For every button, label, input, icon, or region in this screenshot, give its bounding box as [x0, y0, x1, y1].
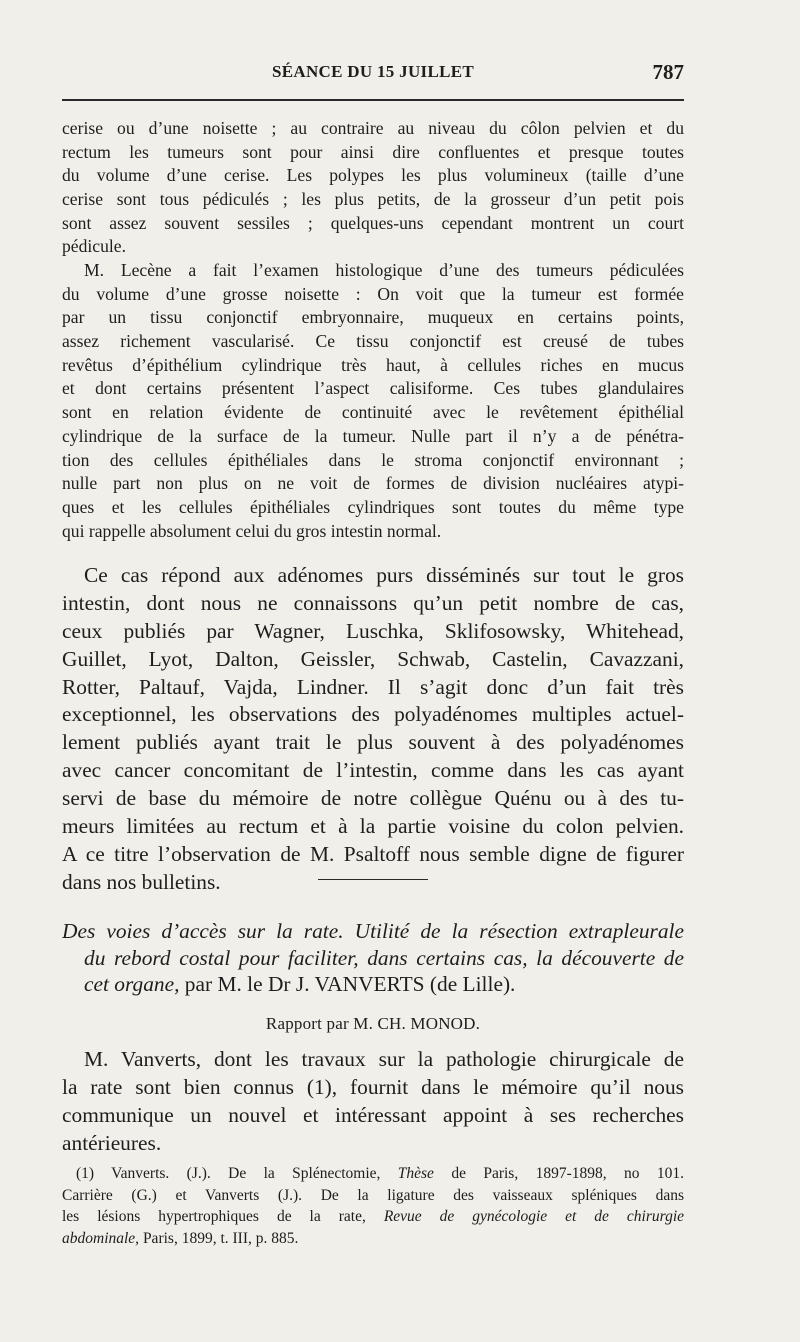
section-separator	[318, 879, 428, 880]
paragraph-1	[62, 117, 684, 259]
text-line: A ce titre l’observation de M. Psaltoff nous semble digne de figurer	[62, 841, 684, 866]
text-line: ceux publiés par Wagner, Luschka, Sklifosowsky, Whitehead,	[62, 618, 684, 643]
text-line: servi de base du mémoire de notre collègue Quénu ou à des tu-	[62, 786, 684, 811]
text-line: antérieures.	[62, 1130, 162, 1155]
title-line: Des voies d’accès sur la rate. Utilité de la résection extrapleurale	[62, 919, 684, 943]
title-author: par M. le Dr J. VANVERTS (de Lille).	[179, 972, 516, 996]
title-line: du rebord costal pour faciliter, dans certains cas, la découverte de	[84, 945, 684, 970]
footnote-italic: abdominale,	[62, 1229, 140, 1247]
text-line: du volume d’une cerise. Les polypes les plus volumineux (taille d’une	[62, 165, 684, 186]
paragraph-4	[62, 1046, 684, 1158]
text-line: meurs limitées au rectum et à la partie voisine du colon pelvien.	[62, 814, 684, 839]
text-line: Guillet, Lyot, Dalton, Geissler, Schwab, Castelin, Cavazzani,	[62, 646, 684, 671]
footnote-line	[62, 1163, 684, 1185]
text-line: M. Lecène a fait l’examen histologique d’une des tumeurs pédiculées	[84, 260, 684, 280]
text-line: cerise sont tous pédiculés ; les plus petits, de la grosseur d’un petit pois	[62, 189, 684, 210]
text-line: avec cancer concomitant de l’intestin, comme dans les cas ayant	[62, 758, 684, 783]
text-line: qui rappelle absolument celui du gros intestin normal.	[62, 520, 442, 541]
rapporteur-line: Rapport par M. CH. MONOD.	[265, 1014, 481, 1033]
page-number: 787	[652, 60, 684, 84]
text-line: sont en relation évidente de continuité avec le revêtement épithélial	[62, 402, 684, 423]
text-line: cylindrique de la surface de la tumeur. Nulle part il n’y a de pénétra-	[62, 425, 684, 446]
text-line: pédicule.	[62, 236, 126, 257]
text-line: M. Vanverts, dont les travaux sur la pathologie chirurgicale de	[84, 1047, 684, 1071]
text-line: Ce cas répond aux adénomes purs disséminés sur tout le gros	[84, 563, 684, 587]
text-line: intestin, dont nous ne connaissons qu’un petit nombre de cas,	[62, 590, 684, 615]
footnote-text: Paris, 1899, t. III, p. 885.	[139, 1229, 299, 1247]
footnote-italic: Revue de gynécologie et de chirurgie	[383, 1208, 684, 1225]
footnote-text: (1) Vanverts. (J.). De la Splénectomie,	[76, 1165, 398, 1182]
text-line: dans nos bulletins.	[62, 869, 221, 894]
text-line: assez richement vascularisé. Ce tissu conjonctif est creusé de tubes	[62, 331, 684, 352]
text-line: Rotter, Paltauf, Vajda, Lindner. Il s’agit donc d’un fait très	[62, 674, 684, 699]
footnote-line	[62, 1228, 684, 1250]
article-title	[62, 918, 684, 998]
text-line: communique un nouvel et intéressant appoint à ses recherches	[62, 1102, 684, 1127]
footnote-line: Carrière (G.) et Vanverts (J.). De la ligature des vaisseaux spléniques dans	[62, 1186, 684, 1204]
text-line: du volume d’une grosse noisette : On voit que la tumeur est formée	[62, 283, 684, 304]
header-rule	[62, 99, 684, 101]
paragraph-2	[62, 259, 684, 543]
running-title: SÉANCE DU 15 JUILLET	[271, 62, 474, 81]
text-line: tion des cellules épithéliales dans le stroma conjonctif environnant ;	[62, 449, 684, 470]
footnote-line	[62, 1206, 684, 1228]
footnote-text: de Paris, 1897-1898, no 101.	[433, 1165, 684, 1182]
title-organ: cet organe,	[84, 972, 180, 996]
text-line: cerise ou d’une noisette ; au contraire au niveau du côlon pelvien et du	[62, 118, 684, 138]
text-line: par un tissu conjonctif embryonnaire, muqueux en certains points,	[62, 307, 684, 328]
text-line: rectum les tumeurs sont pour ainsi dire confluentes et presque toutes	[62, 141, 684, 162]
text-line: lement publiés ayant trait le plus souvent à des polyadénomes	[62, 730, 684, 755]
page-header	[62, 60, 684, 86]
text-line: sont assez souvent sessiles ; quelques-uns cependant montrent un court	[62, 212, 684, 233]
text-line: exceptionnel, les observations des polyadénomes multiples actuel-	[62, 702, 684, 727]
text-line: la rate sont bien connus (1), fournit dans le mémoire qu’il nous	[62, 1074, 684, 1099]
footnote-text: les lésions hypertrophiques de la rate,	[62, 1208, 384, 1225]
footnote-italic: Thèse	[397, 1165, 434, 1182]
title-line	[62, 971, 684, 998]
text-line: ques et les cellules épithéliales cylindriques sont toutes du même type	[62, 496, 684, 517]
footnote	[62, 1163, 684, 1249]
text-line: nulle part non plus on ne voit de formes de division nucléaires atypi-	[62, 473, 684, 494]
text-line: revêtus d’épithélium cylindrique très haut, à cellules riches en mucus	[62, 354, 684, 375]
text-line: et dont certains présentent l’aspect calisiforme. Ces tubes glandulaires	[62, 378, 684, 399]
paragraph-3	[62, 562, 684, 897]
